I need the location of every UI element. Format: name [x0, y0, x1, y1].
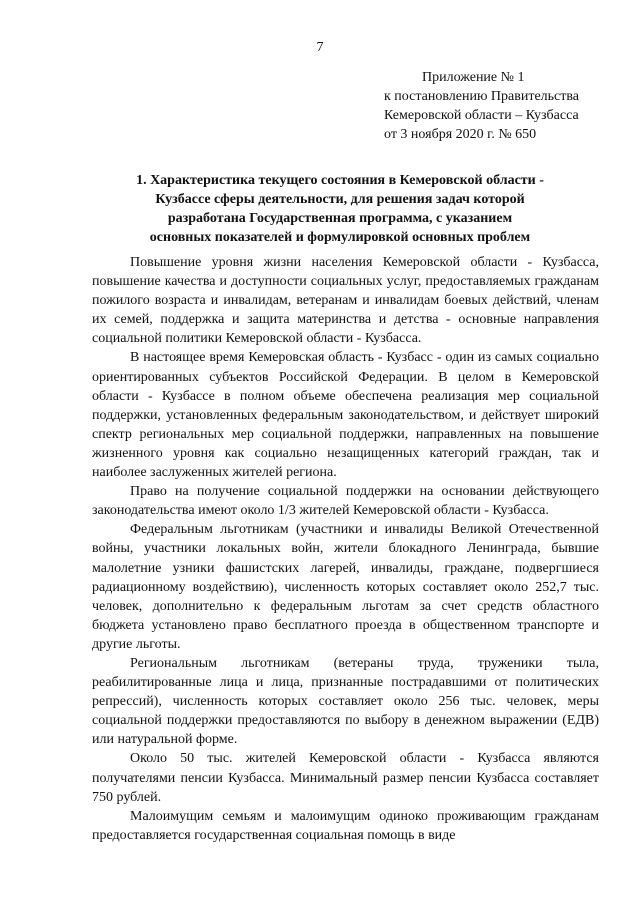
paragraph: Право на получение социальной поддержки на основании действующего законодательства имеют около 1/3 жителей Кемеровской области - Кузбасса.	[92, 484, 599, 519]
heading-line: разработана Государственная программа, с указанием	[167, 211, 513, 226]
paragraph: Повышение уровня жизни населения Кемеровской области - Кузбасса, повышение качества и доступности социальных услуг, предоставляемых гражданам пожилого возраста и инвалидам, ветеранам и инвалидам боевых действий, членам их семей, поддержка и защита материнства и детства - основные направления социальной политики Кемеровской области - Кузбасса.	[92, 255, 599, 347]
heading-line: 1. Характеристика текущего состояния в Кемеровской области -	[136, 173, 544, 188]
paragraph: Федеральным льготникам (участники и инвалиды Великой Отечественной войны, участники локальных войн, жители блокадного Ленинграда, бывшие малолетние узники фашистских лагерей, инвалиды, граждане, подвергшиеся радиационному воздействию), численность которых составляет около 252,7 тыс. человек, дополнительно к федеральным льготам за счет средств областного бюджета установлено право бесплатного проезда в общественном транспорте и другие льготы.	[92, 522, 599, 652]
paragraph: Малоимущим семьям и малоимущим одиноко проживающим гражданам предоставляется государственная социальная помощь в виде	[92, 808, 599, 843]
heading-line: основных показателей и формулировкой основных проблем	[149, 230, 531, 245]
appendix-line: Приложение № 1	[422, 70, 525, 85]
heading-line: Кузбассе сферы деятельности, для решения задач которой	[155, 192, 525, 207]
appendix-block	[384, 68, 579, 144]
paragraph: Региональным льготникам (ветераны труда, труженики тыла, реабилитированные лица и лица, признанные пострадавшими от политических репрессий), численность которых составляет около 256 тыс. человек, меры социальной поддержки предоставляются по выбору в денежном выражении (ЕДВ) или натуральной форме.	[92, 655, 599, 748]
page-number: 7	[316, 40, 324, 55]
appendix-line: от 3 ноября 2020 г. № 650	[384, 127, 537, 142]
appendix-line: к постановлению Правительства	[384, 89, 580, 104]
appendix-line: Кемеровской области – Кузбасса	[384, 108, 579, 123]
section-heading	[90, 171, 590, 247]
paragraph: Около 50 тыс. жителей Кемеровской области - Кузбасса являются получателями пенсии Кузбасса. Минимальный размер пенсии Кузбасса составляет 750 рублей.	[92, 751, 599, 805]
body-text	[92, 253, 599, 845]
paragraph: В настоящее время Кемеровская область - Кузбасс - один из самых социально ориентированных субъектов Российской Федерации. В целом в Кемеровской области - Кузбассе в полном объеме обеспечена реализация мер социальной поддержки, установленных федеральным законодательством, и действует широкий спектр региональных мер социальной поддержки, направленных на повышение жизненного уровня как социально незащищенных категорий граждан, так и наиболее заслуженных жителей региона.	[92, 350, 599, 481]
